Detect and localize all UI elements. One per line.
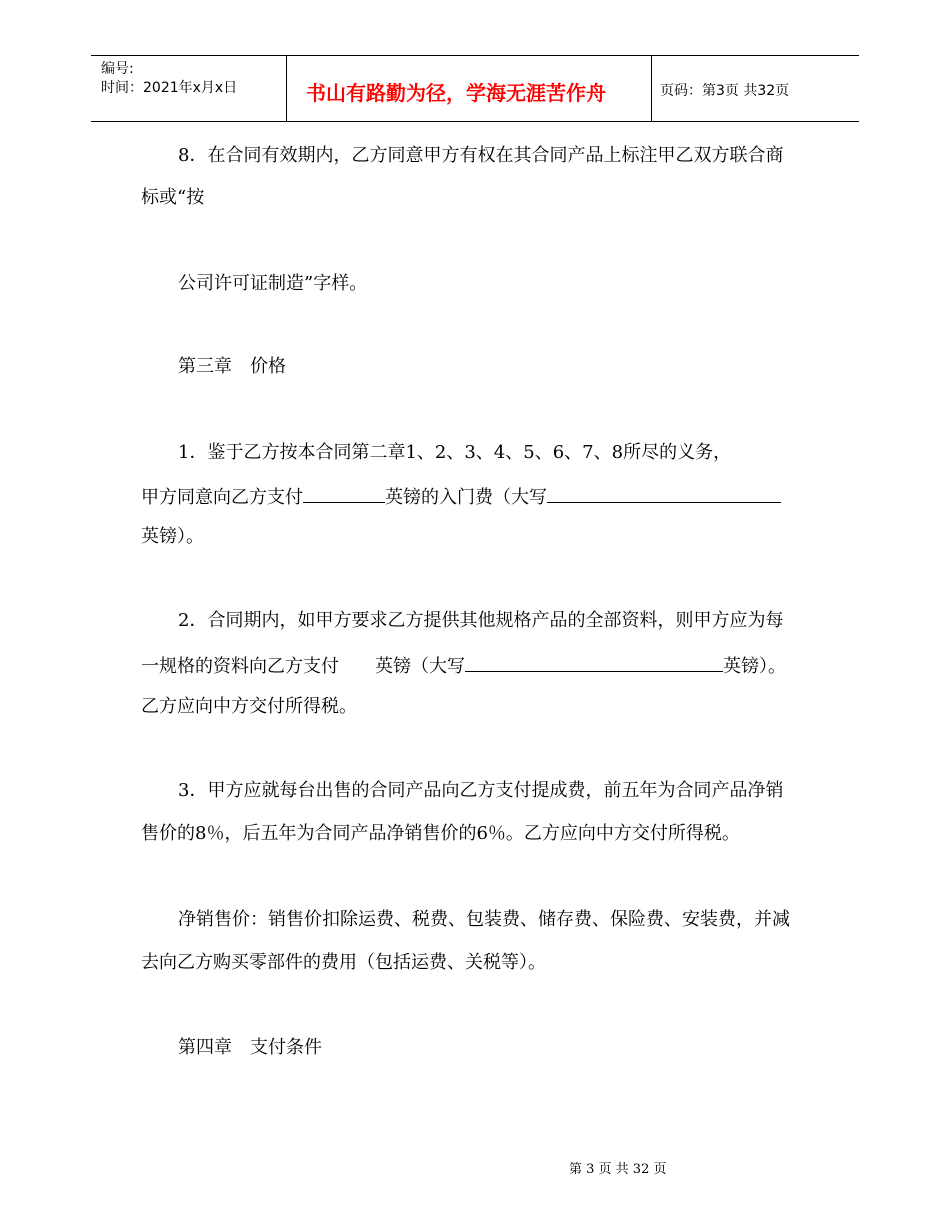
price-clause-1-text-b: 英镑的入门费（大写 (385, 487, 547, 508)
price-clause-2-line-1: 2．合同期内，如甲方要求乙方提供其他规格产品的全部资料，则甲方应为每 (178, 610, 784, 631)
page-footer: 第 3 页 共 32 页 (569, 1162, 667, 1177)
header-motto: 书山有路勤为径，学海无涯苦作舟 (306, 81, 606, 105)
price-clause-2-line-2 (141, 653, 786, 678)
header-divider-right (651, 56, 652, 121)
header-divider-left (286, 56, 287, 121)
price-clause-3-line-1: 3．甲方应就每台出售的合同产品向乙方支付提成费，前五年为合同产品净销 (178, 780, 784, 801)
entry-fee-amount-blank (303, 484, 385, 503)
price-clause-1-text-a: 甲方同意向乙方支付 (141, 487, 303, 508)
document-number-label: 编号: (101, 61, 134, 77)
chapter-3-heading: 第三章 价格 (178, 356, 286, 377)
price-clause-2-line-3: 乙方应向中方交付所得税。 (141, 696, 357, 717)
price-clause-3-line-2: 售价的8％，后五年为合同产品净销售价的6％。乙方应向中方交付所得税。 (141, 823, 740, 844)
net-price-definition-line-1: 净销售价：销售价扣除运费、税费、包装费、储存费、保险费、安装费，并减 (178, 909, 790, 930)
clause-8-line-3: 公司许可证制造”字样。 (178, 273, 368, 294)
clause-8-line-1: 8．在合同有效期内，乙方同意甲方有权在其合同产品上标注甲乙双方联合商 (178, 145, 784, 166)
header-bottom-border (91, 121, 859, 122)
document-time-label: 时间：2021年x月x日 (101, 80, 238, 96)
price-clause-2-text-a: 一规格的资料向乙方支付 英镑（大写 (141, 656, 465, 677)
chapter-4-heading: 第四章 支付条件 (178, 1037, 322, 1058)
price-clause-2-text-b: 英镑）。 (723, 656, 786, 677)
price-clause-1-line-3: 英镑）。 (141, 526, 204, 547)
clause-8-line-2: 标或“按 (141, 187, 205, 208)
header-page-info: 页码：第3页 共32页 (660, 83, 790, 99)
spec-fee-words-blank (465, 653, 723, 672)
entry-fee-words-blank (547, 484, 781, 503)
price-clause-1-line-1: 1．鉴于乙方按本合同第二章1、2、3、4、5、6、7、8所尽的义务， (178, 442, 732, 463)
price-clause-1-line-2 (141, 484, 781, 509)
header-top-border (91, 55, 859, 56)
net-price-definition-line-2: 去向乙方购买零部件的费用（包括运费、关税等）。 (141, 952, 546, 973)
